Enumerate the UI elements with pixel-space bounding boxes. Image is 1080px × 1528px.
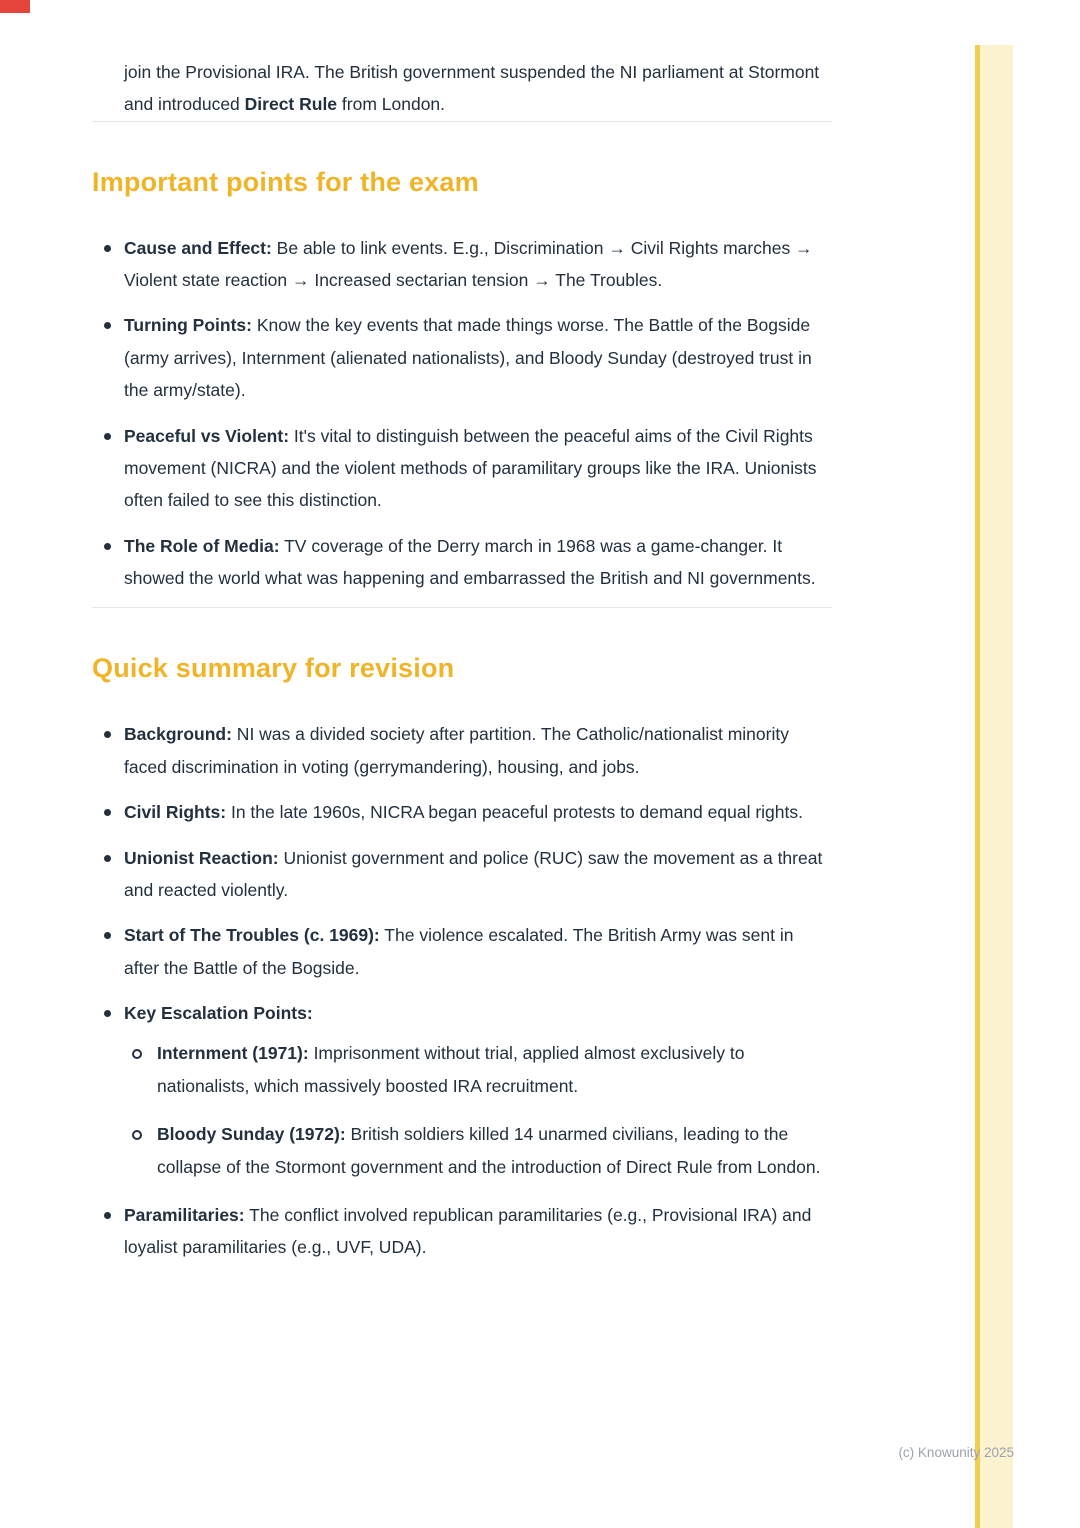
bullet-text: British soldiers killed 14 unarmed civilians, leading to the collapse of the Stormont government and the introduction of Direct Rule from London.	[157, 1124, 821, 1177]
list-item-peaceful-vs-violent	[92, 420, 832, 517]
bullet-text: TV coverage of the Derry march in 1968 was a game-changer. It showed the world what was happening and embarrassed the British and NI governments.	[124, 535, 816, 589]
list-item-background	[92, 718, 832, 783]
section-divider	[92, 121, 832, 122]
bullet-text: Be able to link events. E.g., Discrimination → Civil Rights marches → Violent state reaction → Increased sectarian tension → The Troubles.	[124, 237, 813, 291]
section-heading-important-points: Important points for the exam	[92, 166, 479, 197]
list-item-internment	[124, 1037, 832, 1102]
intro-text-bold: Direct Rule	[244, 94, 338, 115]
yellow-margin-line	[975, 45, 980, 1528]
bullet-label: Turning Points:	[124, 315, 252, 336]
bullet-label: Civil Rights:	[124, 802, 227, 823]
list-item-key-escalation-points	[92, 997, 832, 1183]
intro-text-pre: join the Provisional IRA. The British government suspended the NI parliament at Stormont and introduced	[124, 62, 820, 115]
quick-summary-list	[92, 718, 832, 1263]
intro-paragraph	[124, 56, 832, 121]
document-content	[92, 0, 832, 1277]
bullet-text: It's vital to distinguish between the peaceful aims of the Civil Rights movement (NICRA) and the violent methods of paramilitary groups like the IRA. Unionists often failed to see this distinction.	[124, 425, 817, 511]
important-points-list	[92, 232, 832, 595]
bullet-label: Cause and Effect:	[124, 237, 272, 258]
list-item-turning-points	[92, 309, 832, 406]
bullet-label: Start of The Troubles (c. 1969):	[124, 925, 380, 946]
bullet-text: Imprisonment without trial, applied almost exclusively to nationalists, which massively boosted IRA recruitment.	[157, 1043, 745, 1096]
bullet-label: Paramilitaries:	[124, 1204, 245, 1225]
list-item-start-of-troubles	[92, 919, 832, 984]
list-item-cause-and-effect	[92, 232, 832, 297]
bullet-label: Unionist Reaction:	[124, 847, 279, 868]
list-item-paramilitaries	[92, 1199, 832, 1264]
section-divider	[92, 607, 832, 608]
bullet-label: Bloody Sunday (1972):	[157, 1124, 346, 1145]
section-heading-quick-summary: Quick summary for revision	[92, 653, 455, 684]
list-item-role-of-media	[92, 530, 832, 595]
yellow-margin-band	[980, 45, 1013, 1528]
bullet-text: The violence escalated. The British Army was sent in after the Battle of the Bogside.	[124, 925, 794, 978]
bullet-text: NI was a divided society after partition. The Catholic/nationalist minority faced discrimination in voting (gerrymandering), housing, and jobs.	[124, 724, 789, 777]
red-corner-accent	[0, 0, 30, 13]
bullet-label: Background:	[124, 724, 232, 745]
intro-text-post: from London.	[337, 94, 446, 115]
bullet-label: Key Escalation Points:	[124, 1003, 313, 1023]
bullet-label: Peaceful vs Violent:	[124, 425, 290, 446]
bullet-text: In the late 1960s, NICRA began peaceful protests to demand equal rights.	[226, 802, 803, 823]
bullet-label: Internment (1971):	[157, 1043, 309, 1064]
bullet-text: Know the key events that made things worse. The Battle of the Bogside (army arrives), Internment (alienated nationalists), and Bloody Sunday (destroyed trust in the army/state).	[124, 315, 812, 401]
bullet-label: The Role of Media:	[124, 535, 280, 556]
bullet-text: The conflict involved republican paramilitaries (e.g., Provisional IRA) and loyalist paramilitaries (e.g., UVF, UDA).	[124, 1204, 812, 1258]
copyright-note: (c) Knowunity 2025	[898, 1445, 1014, 1460]
list-item-unionist-reaction	[92, 842, 832, 907]
key-escalation-sublist	[124, 1037, 832, 1183]
list-item-civil-rights	[92, 796, 832, 828]
list-item-bloody-sunday	[124, 1118, 832, 1183]
bullet-text: Unionist government and police (RUC) saw the movement as a threat and reacted violently.	[124, 847, 823, 900]
